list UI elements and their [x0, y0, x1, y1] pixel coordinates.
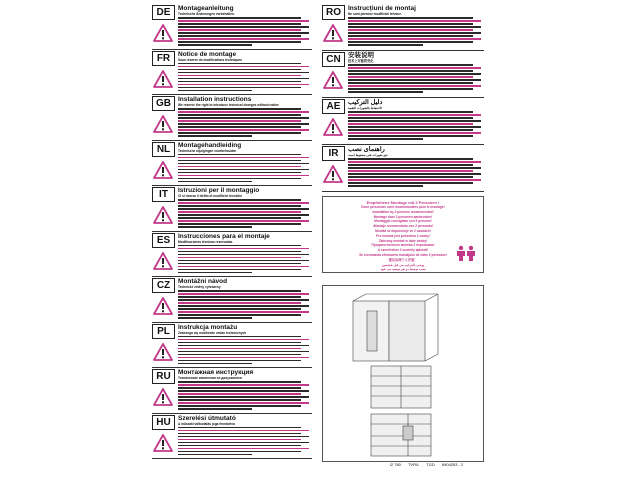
- text-line: [178, 257, 301, 259]
- language-code: IR: [322, 146, 345, 161]
- entry-title: 安装说明: [348, 52, 374, 59]
- text-line: [178, 23, 301, 25]
- text-line: [178, 75, 301, 77]
- text-line: [178, 387, 301, 389]
- text-line: [178, 69, 301, 71]
- text-line: [178, 302, 301, 304]
- text-line: [178, 169, 309, 171]
- text-line: [178, 254, 309, 256]
- text-line: [178, 245, 301, 247]
- text-line: [348, 41, 473, 43]
- text-line: [348, 123, 473, 125]
- entry-text-lines: [178, 154, 312, 184]
- warning-icon: [323, 165, 343, 183]
- entry-subtitle: Ne sunt permise modificări tehnice.: [348, 12, 402, 16]
- text-line: [348, 73, 481, 75]
- text-line: [178, 114, 301, 116]
- entry-subtitle: Технические изменения не допускаются: [178, 376, 242, 380]
- mounting-title: Empfohlene Montage mit 2 Personen !: [366, 200, 440, 205]
- entry-title: Montážní návod: [178, 278, 228, 285]
- entry-subtitle: A műszaki változtatás joga fenntartva: [178, 421, 235, 426]
- text-line: [348, 176, 473, 178]
- entry-title: Montagehandleiding: [178, 141, 242, 149]
- text-line: [348, 64, 473, 66]
- entry-subtitle: Ci si riserva il diritto di modifiche tecniche: [178, 194, 243, 198]
- text-line: [348, 132, 481, 134]
- language-code: CZ: [152, 278, 175, 293]
- text-line: [348, 88, 473, 90]
- text-line: [348, 135, 473, 137]
- language-entry-ir: [322, 145, 484, 192]
- language-entry-hu: [152, 414, 312, 460]
- text-line: [178, 357, 309, 359]
- text-line: [178, 248, 309, 250]
- text-line: [348, 158, 473, 160]
- text-line: [178, 66, 309, 68]
- mounting-line: Montaggio consigliato con 2 persone!: [374, 219, 432, 224]
- entry-title: Монтажная инструкция: [178, 369, 254, 376]
- entry-title: Notice de montage: [178, 50, 237, 58]
- text-line: [178, 72, 309, 74]
- mounting-line: Installation by 2 persons recommended!: [372, 209, 434, 214]
- text-line: [178, 38, 309, 40]
- language-code: RO: [322, 5, 345, 20]
- entry-title: Istruzioni per il montaggio: [178, 187, 260, 194]
- entry-title: Instrukcja montażu: [178, 323, 238, 331]
- language-code: GB: [152, 96, 175, 111]
- language-entry-cz: [152, 277, 312, 323]
- text-line: [178, 402, 309, 404]
- text-line: [348, 20, 481, 22]
- text-line: [178, 63, 301, 65]
- text-line: [178, 342, 301, 344]
- text-line: [178, 290, 301, 292]
- text-line: [178, 393, 301, 395]
- text-line: [178, 354, 301, 356]
- text-line: [178, 217, 301, 219]
- mounting-line: Pro montaż jest potrzebna 2 osoby!: [376, 233, 430, 238]
- text-line: [178, 35, 301, 37]
- text-line: [178, 451, 301, 453]
- warning-icon: [153, 434, 173, 452]
- text-line: [348, 185, 423, 187]
- text-line: [348, 126, 481, 128]
- text-line: [178, 226, 252, 228]
- language-entry-nl: [152, 141, 312, 187]
- text-line: [178, 272, 252, 274]
- entry-text-lines: [348, 111, 484, 141]
- text-line: [178, 202, 309, 204]
- text-line: [348, 138, 423, 140]
- text-line: [348, 44, 423, 46]
- language-entry-ru: [152, 368, 312, 414]
- entry-text-lines: [178, 108, 312, 138]
- mounting-line: 建议由两个人安装！: [388, 257, 418, 262]
- text-line: [348, 164, 473, 166]
- language-entry-ae: [322, 98, 484, 145]
- mounting-line: Deux personnes sont recommandées pour le montage!: [361, 205, 445, 209]
- language-entry-gb: [152, 95, 312, 141]
- text-line: [178, 311, 309, 313]
- text-line: [348, 91, 423, 93]
- text-line: [178, 32, 309, 34]
- text-line: [178, 44, 252, 46]
- text-line: [178, 160, 301, 162]
- entry-subtitle: Modificaciones técnicas reservadas: [178, 239, 233, 244]
- language-code: CN: [322, 52, 345, 67]
- entry-subtitle: حق تغییرات فنی محفوظ است: [348, 153, 388, 157]
- mounting-recommendation-box: [322, 196, 484, 273]
- text-line: [348, 26, 481, 28]
- mounting-line: نصب توسط دو نفر توصیه می شود: [380, 267, 426, 272]
- text-line: [178, 163, 309, 165]
- text-line: [178, 266, 309, 268]
- language-column-right: [322, 4, 484, 192]
- warning-icon: [153, 252, 173, 270]
- text-line: [178, 433, 301, 435]
- text-line: [178, 220, 309, 222]
- text-line: [178, 299, 309, 301]
- language-code: RU: [152, 369, 175, 384]
- text-line: [348, 82, 473, 84]
- text-line: [178, 181, 252, 183]
- text-line: [178, 84, 309, 86]
- text-line: [178, 439, 301, 441]
- language-entry-ro: [322, 4, 484, 51]
- text-line: [178, 269, 301, 271]
- language-code: DE: [152, 5, 175, 20]
- entry-subtitle: We reserve the right to introduce technical changes without notice: [178, 103, 279, 107]
- text-line: [178, 166, 301, 168]
- language-entry-fr: [152, 50, 312, 96]
- text-line: [178, 436, 309, 438]
- text-line: [178, 90, 252, 92]
- text-line: [178, 381, 301, 383]
- warning-icon: [323, 118, 343, 136]
- text-line: [178, 390, 309, 392]
- warning-icon: [153, 161, 173, 179]
- entry-text-lines: [348, 17, 484, 47]
- entry-text-lines: [178, 17, 312, 47]
- text-line: [348, 38, 481, 40]
- text-line: [178, 154, 301, 156]
- entry-text-lines: [178, 336, 312, 366]
- text-line: [348, 173, 481, 175]
- text-line: [178, 178, 301, 180]
- text-line: [178, 348, 301, 350]
- language-entry-es: [152, 232, 312, 278]
- text-line: [178, 87, 301, 89]
- text-line: [178, 363, 252, 365]
- text-line: [178, 111, 309, 113]
- text-line: [348, 179, 481, 181]
- entry-text-lines: [178, 290, 312, 320]
- warning-icon: [323, 71, 343, 89]
- warning-icon: [153, 115, 173, 133]
- text-line: [178, 351, 309, 353]
- text-line: [178, 132, 301, 134]
- text-line: [178, 120, 301, 122]
- text-line: [178, 199, 301, 201]
- text-line: [178, 78, 309, 80]
- text-line: [348, 35, 473, 37]
- entry-subtitle: الاحتفاظ بالتغييرات التقنية: [348, 106, 382, 110]
- text-line: [178, 263, 301, 265]
- text-line: [348, 129, 473, 131]
- text-line: [178, 314, 301, 316]
- entry-title: دليل التركيب: [348, 99, 383, 106]
- language-code: NL: [152, 142, 175, 157]
- mounting-line: Montáž se doporučuje ve 2 osobách!: [375, 228, 431, 233]
- text-line: [178, 339, 309, 341]
- text-line: [178, 317, 252, 319]
- text-line: [178, 26, 309, 28]
- language-code: HU: [152, 415, 175, 430]
- language-column-left: [152, 4, 312, 459]
- text-line: [348, 85, 481, 87]
- text-line: [178, 396, 309, 398]
- entry-subtitle: 技术上可能的变化: [348, 59, 374, 63]
- entry-text-lines: [178, 199, 312, 229]
- text-line: [178, 336, 301, 338]
- language-entry-pl: [152, 323, 312, 369]
- text-line: [178, 172, 301, 174]
- text-line: [178, 427, 301, 429]
- text-line: [348, 67, 481, 69]
- language-code: IT: [152, 187, 175, 202]
- text-line: [178, 448, 309, 450]
- entry-subtitle: Zastrzega się możliwość zmian technicznych: [178, 330, 247, 335]
- footer-code-a: l2 780: [390, 462, 401, 467]
- language-code: AE: [322, 99, 345, 114]
- footer-code-b: TVR/L: [407, 462, 420, 467]
- text-line: [178, 405, 301, 407]
- divider: [152, 458, 312, 459]
- entry-text-lines: [178, 63, 312, 93]
- text-line: [178, 126, 301, 128]
- divider: [322, 191, 484, 192]
- text-line: [178, 123, 309, 125]
- text-line: [178, 345, 309, 347]
- language-entry-de: [152, 4, 312, 50]
- text-line: [178, 454, 252, 456]
- entry-title: Szerelési útmutató: [178, 414, 236, 422]
- entry-subtitle: Technické změny vyhrazeny: [178, 285, 221, 289]
- text-line: [178, 81, 301, 83]
- text-line: [178, 205, 301, 207]
- text-line: [178, 135, 252, 137]
- language-entry-it: [152, 186, 312, 232]
- mounting-line: Se recomanda efectuarea montajului de către 2 persoane!: [359, 252, 447, 257]
- entry-text-lines: [178, 245, 312, 275]
- text-line: [348, 79, 481, 81]
- text-line: [178, 223, 301, 225]
- mounting-line: ¡Montaje recomendado con 2 personas!: [372, 224, 434, 229]
- text-line: [348, 114, 481, 116]
- text-line: [178, 399, 301, 401]
- text-line: [178, 251, 301, 253]
- entry-text-lines: [178, 381, 312, 411]
- entry-text-lines: [348, 158, 484, 188]
- entry-title: Instrucțiuni de montaj: [348, 5, 416, 12]
- text-line: [178, 442, 309, 444]
- entry-title: Instrucciones para el montaje: [178, 232, 270, 240]
- entry-subtitle: Technische Änderungen vorbehalten.: [178, 12, 235, 16]
- warning-icon: [153, 388, 173, 406]
- text-line: [178, 175, 309, 177]
- text-line: [178, 305, 309, 307]
- text-line: [178, 41, 301, 43]
- warning-icon: [323, 24, 343, 42]
- mounting-lines: [323, 205, 483, 272]
- text-line: [178, 445, 301, 447]
- warning-icon: [153, 343, 173, 361]
- text-line: [178, 430, 309, 432]
- text-line: [178, 214, 309, 216]
- entry-title: Montageanleitung: [178, 5, 234, 12]
- text-line: [178, 157, 309, 159]
- text-line: [348, 111, 473, 113]
- text-line: [178, 293, 309, 295]
- text-line: [178, 29, 301, 31]
- text-line: [178, 260, 309, 262]
- text-line: [178, 360, 301, 362]
- text-line: [348, 76, 473, 78]
- instruction-sheet: [150, 0, 486, 472]
- mounting-line: Предпочтительно монтаж 2 персонами!: [371, 243, 435, 248]
- text-line: [178, 117, 309, 119]
- mounting-line: A szereléshez 2 személy ajánlott!: [377, 248, 429, 253]
- warning-icon: [153, 297, 173, 315]
- entry-text-lines: [348, 64, 484, 94]
- two-persons-icon: [455, 245, 477, 261]
- warning-icon: [153, 206, 173, 224]
- warning-icon: [153, 70, 173, 88]
- mounting-line: Zalecany montaż w dwie osoby!: [378, 238, 428, 243]
- footer: [390, 462, 469, 467]
- text-line: [178, 296, 301, 298]
- text-line: [178, 408, 252, 410]
- text-line: [178, 129, 309, 131]
- text-line: [178, 211, 301, 213]
- text-line: [178, 108, 301, 110]
- footer-code-c: TGD: [426, 462, 435, 467]
- shower-door-drawing-icon: [323, 286, 483, 461]
- text-line: [178, 17, 301, 19]
- text-line: [348, 167, 481, 169]
- text-line: [348, 70, 473, 72]
- text-line: [348, 161, 481, 163]
- text-line: [178, 20, 309, 22]
- text-line: [348, 29, 473, 31]
- language-code: ES: [152, 233, 175, 248]
- mounting-line: يوصى بالتركيب من قبل شخصين: [381, 262, 425, 267]
- warning-icon: [153, 24, 173, 42]
- text-line: [348, 23, 473, 25]
- text-line: [178, 308, 301, 310]
- text-line: [348, 117, 473, 119]
- entry-title: راهنمای نصب: [348, 146, 385, 153]
- language-entry-cn: [322, 51, 484, 98]
- language-code: PL: [152, 324, 175, 339]
- mounting-line: Montage door 2 personen aanbevolen!: [373, 214, 433, 219]
- text-line: [348, 182, 473, 184]
- entry-text-lines: [178, 427, 312, 457]
- text-line: [348, 170, 473, 172]
- entry-subtitle: Sous réserve de modifications techniques: [178, 57, 242, 62]
- footer-code-d: 6904253 - 2: [441, 462, 464, 467]
- entry-subtitle: Technische wijzigingen voorbehouden: [178, 148, 237, 153]
- text-line: [348, 120, 481, 122]
- installation-illustration: [322, 285, 484, 462]
- text-line: [348, 32, 481, 34]
- entry-title: Installation instructions: [178, 96, 252, 103]
- text-line: [348, 17, 473, 19]
- language-code: FR: [152, 51, 175, 66]
- text-line: [178, 384, 309, 386]
- text-line: [178, 208, 309, 210]
